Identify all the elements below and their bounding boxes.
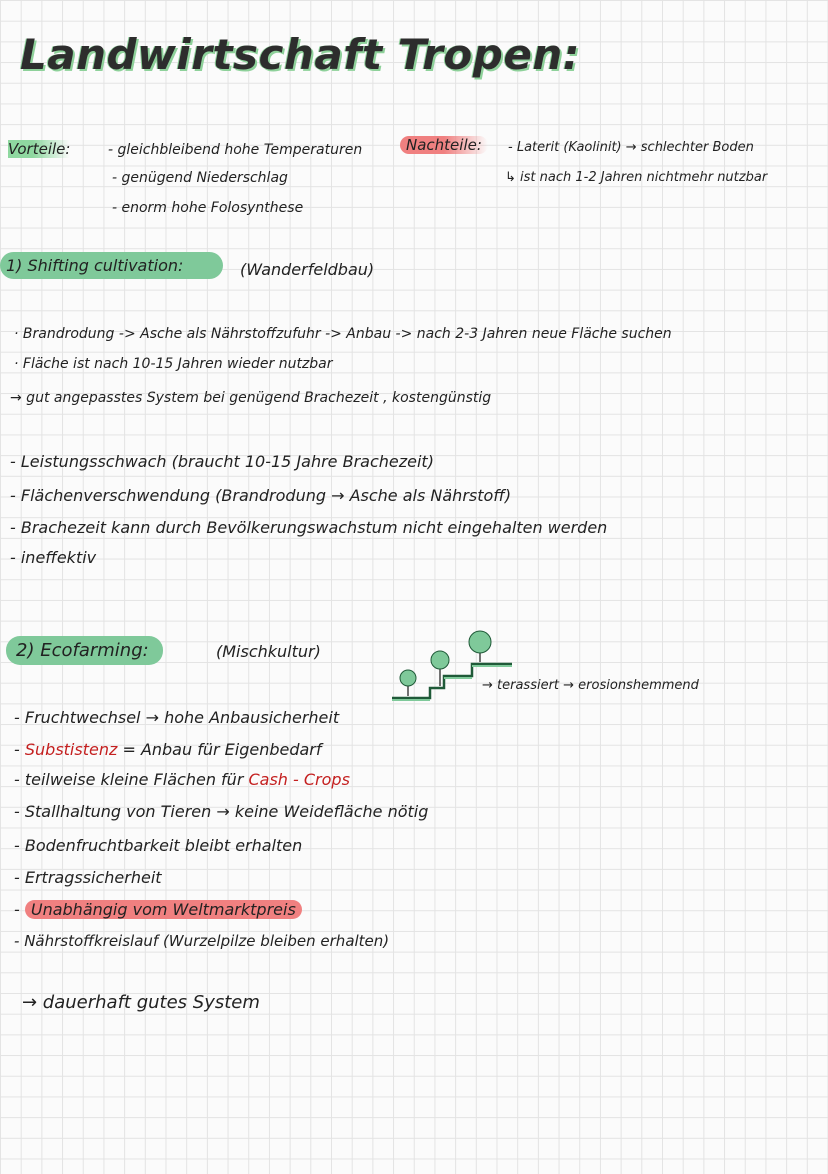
section2-item — [14, 802, 428, 821]
section1-heading-text: 1) Shifting cultivation: — [0, 252, 223, 279]
section1-con: - Brachezeit kann durch Bevölkerungswachstum nicht eingehalten werden — [10, 518, 608, 537]
section1-point: → gut angepasstes System bei genügend Brachezeit , kostengünstig — [10, 390, 492, 406]
vorteile-item: - gleichbleibend hohe Temperaturen — [108, 142, 363, 158]
item-text: Nährstoffkreislauf (Wurzelpilze bleiben erhalten) — [24, 932, 390, 950]
section2-subtitle: (Mischkultur) — [216, 642, 321, 661]
vorteile-label — [8, 140, 70, 158]
section1-con: - Flächenverschwendung (Brandrodung → Asche als Nährstoff) — [10, 486, 512, 505]
item-highlight-text: Unabhängig vom Weltmarktpreis — [25, 900, 302, 919]
vorteile-item: - enorm hohe Folosynthese — [112, 200, 304, 216]
page-title: Landwirtschaft Tropen: — [20, 30, 581, 79]
section2-conclusion: → dauerhaft gutes System — [22, 992, 260, 1013]
section2-item — [14, 900, 302, 919]
terrace-diagram — [392, 626, 522, 706]
nachteile-label — [400, 136, 488, 154]
item-prefix: - — [14, 836, 25, 855]
item-prefix: - — [14, 770, 25, 789]
item-text: Ertragssicherheit — [24, 868, 162, 887]
nachteile-item: ↳ ist nach 1-2 Jahren nichtmehr nutzbar — [505, 170, 768, 185]
item-prefix: - — [14, 740, 25, 759]
item-text: = Anbau für Eigenbedarf — [117, 740, 322, 759]
section1-subtitle: (Wanderfeldbau) — [240, 260, 375, 279]
section2-item — [14, 770, 350, 789]
item-prefix: - — [14, 900, 25, 919]
section2-item — [14, 740, 322, 759]
vorteile-item: - genügend Niederschlag — [112, 170, 288, 186]
item-text: Bodenfruchtbarkeit bleibt erhalten — [24, 836, 303, 855]
section1-heading — [0, 256, 223, 275]
section2-item — [14, 836, 302, 855]
item-prefix: - — [14, 932, 25, 950]
section1-point: · Brandrodung -> Asche als Nährstoffzufuhr -> Anbau -> nach 2-3 Jahren neue Fläche suchen — [14, 326, 672, 342]
tree-icon — [469, 631, 491, 662]
section1-con: - ineffektiv — [10, 548, 97, 567]
item-text: teilweise kleine Flächen für — [24, 770, 249, 789]
nachteile-label-text: Nachteile: — [400, 136, 488, 154]
section2-item — [14, 932, 389, 950]
section2-item — [14, 708, 339, 727]
section2-heading-text: 2) Ecofarming: — [6, 636, 163, 665]
section1-point: · Fläche ist nach 10-15 Jahren wieder nutzbar — [14, 356, 333, 372]
section2-heading — [6, 640, 163, 661]
tree-icon — [400, 670, 416, 696]
section1-con: - Leistungsschwach (braucht 10-15 Jahre Brachezeit) — [10, 452, 434, 471]
item-text: Stallhaltung von Tieren → keine Weidefläche nötig — [24, 802, 429, 821]
item-prefix: - — [14, 868, 25, 887]
item-red-text: Cash - Crops — [248, 770, 350, 789]
nachteile-item: - Laterit (Kaolinit) → schlechter Boden — [508, 140, 754, 155]
item-prefix: - — [14, 802, 25, 821]
diagram-label: → terassiert → erosionshemmend — [482, 678, 699, 693]
vorteile-label-text: Vorteile: — [8, 140, 71, 158]
item-text: Fruchtwechsel → hohe Anbausicherheit — [24, 708, 340, 727]
item-red-text: Substistenz — [24, 740, 118, 759]
item-prefix: - — [14, 708, 25, 727]
tree-icon — [431, 651, 449, 686]
section2-item — [14, 868, 162, 887]
